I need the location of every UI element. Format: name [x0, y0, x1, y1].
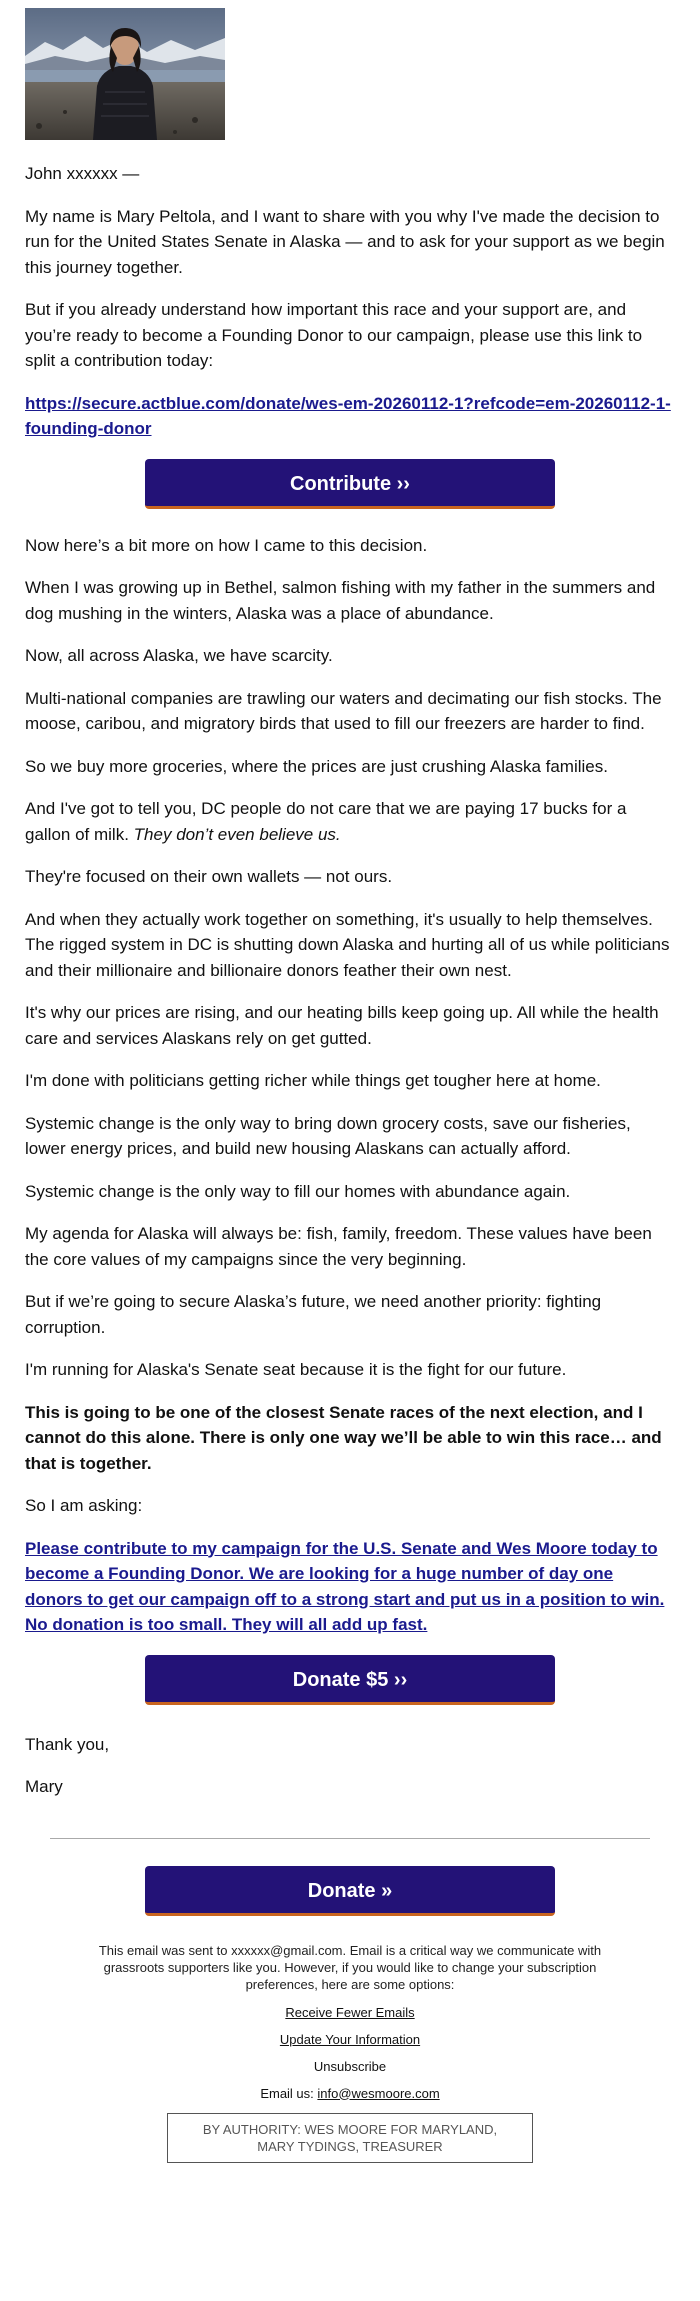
footer-donate-button[interactable]: Donate » — [145, 1866, 555, 1916]
bold-text: This is going to be one of the closest Senate races of the next election, and I cannot do this alone. There is only one way we’ll be able to win this race… and that is together. — [25, 1402, 662, 1473]
contribute-button[interactable]: Contribute ›› — [145, 459, 555, 509]
milk-price-text: And I've got to tell you, DC people do not care that we are paying 17 bucks for a gallon of milk. — [25, 799, 627, 844]
bold-paragraph — [25, 1400, 675, 1477]
email-footer — [25, 1838, 675, 2163]
donate-5-button[interactable]: Donate $5 ›› — [145, 1655, 555, 1705]
intro-paragraph: My name is Mary Peltola, and I want to share with you why I've made the decision to run for the United States Senate in Alaska — and to ask for your support as we begin this journey together. — [25, 206, 665, 277]
body-paragraph: My agenda for Alaska will always be: fish, family, freedom. These values have been the core values of my campaigns since the very beginning. — [25, 1224, 652, 1269]
body-paragraph: When I was growing up in Bethel, salmon fishing with my father in the summers and dog mushing in the winters, Alaska was a place of abundance. — [25, 578, 656, 623]
footer-divider — [50, 1838, 650, 1839]
contact-email — [25, 2086, 675, 2101]
body-paragraph: Multi-national companies are trawling our waters and decimating our fish stocks. The moose, caribou, and migratory birds that used to fill our freezers are harder to find. — [25, 688, 662, 733]
signoff: Thank you, — [25, 1734, 110, 1754]
greeting: John xxxxxx — — [25, 164, 140, 183]
milk-price-paragraph — [25, 796, 675, 847]
update-info-link[interactable]: Update Your Information — [279, 2031, 421, 2047]
portrait-image — [25, 8, 225, 140]
signature: Mary — [25, 1777, 63, 1796]
subscription-notice: This email was sent to xxxxxx@gmail.com. Email is a critical way we communicate with grassroots supporters like you. However, if you would like to change your subscription preferences, here are some options: — [98, 1942, 602, 1992]
email-label: Email us: — [260, 2085, 318, 2101]
authority-line-1: BY AUTHORITY: WES MOORE FOR MARYLAND, — [202, 2121, 498, 2137]
email-address-link[interactable]: info@wesmoore.com — [317, 2085, 440, 2101]
ask-paragraph — [25, 1536, 675, 1638]
receive-fewer-emails-link[interactable]: Receive Fewer Emails — [285, 2004, 415, 2020]
body-paragraph: It's why our prices are rising, and our heating bills keep going up. All while the health care and services Alaskans rely on get gutted. — [25, 1003, 659, 1048]
body-paragraph: So we buy more groceries, where the prices are just crushing Alaska families. — [25, 756, 608, 776]
body-paragraph: I'm running for Alaska's Senate seat because it is the fight for our future. — [25, 1360, 567, 1379]
authority-line-2: MARY TYDINGS, TREASURER — [257, 2138, 443, 2154]
body-paragraph: And when they actually work together on something, it's usually to help themselves. The rigged system in DC is shutting down Alaska and hurting all of us while politicians and their millionaire and billionaire donors feather their own nest. — [25, 909, 670, 980]
founding-donor-paragraph: But if you already understand how important this race and your support are, and you’re ready to become a Founding Donor to our campaign, please use this link to split a contribution today: — [25, 300, 643, 370]
body-paragraph: Systemic change is the only way to bring down grocery costs, save our fisheries, lower energy prices, and build new housing Alaskans can actually afford. — [25, 1113, 631, 1158]
body-paragraph: Now here’s a bit more on how I came to this decision. — [25, 535, 428, 555]
body-paragraph: I'm done with politicians getting richer while things get tougher here at home. — [25, 1071, 601, 1090]
body-paragraph: Now, all across Alaska, we have scarcity. — [25, 646, 333, 665]
contribute-ask-link[interactable]: Please contribute to my campaign for the U.S. Senate and Wes Moore today to become a Founding Donor. We are looking for a huge number of day one donors to get our campaign off to a strong start and put us in a position to win. No donation is too small. They will all add up fast. — [25, 1538, 665, 1634]
body-paragraph: So I am asking: — [25, 1496, 143, 1515]
milk-price-italic: They don’t even believe us. — [133, 824, 341, 844]
donate-url-paragraph — [25, 391, 675, 442]
body-paragraph: But if we’re going to secure Alaska’s future, we need another priority: fighting corruption. — [25, 1292, 602, 1337]
unsubscribe-link[interactable]: Unsubscribe — [313, 2058, 387, 2074]
body-paragraph: Systemic change is the only way to fill our homes with abundance again. — [25, 1181, 571, 1201]
donate-url-link[interactable]: https://secure.actblue.com/donate/wes-em-20260112-1?refcode=em-20260112-1-founding-donor — [25, 393, 671, 438]
header-photo — [25, 8, 225, 140]
paid-for-by-box — [167, 2113, 533, 2163]
body-paragraph: They're focused on their own wallets — not ours. — [25, 867, 393, 886]
